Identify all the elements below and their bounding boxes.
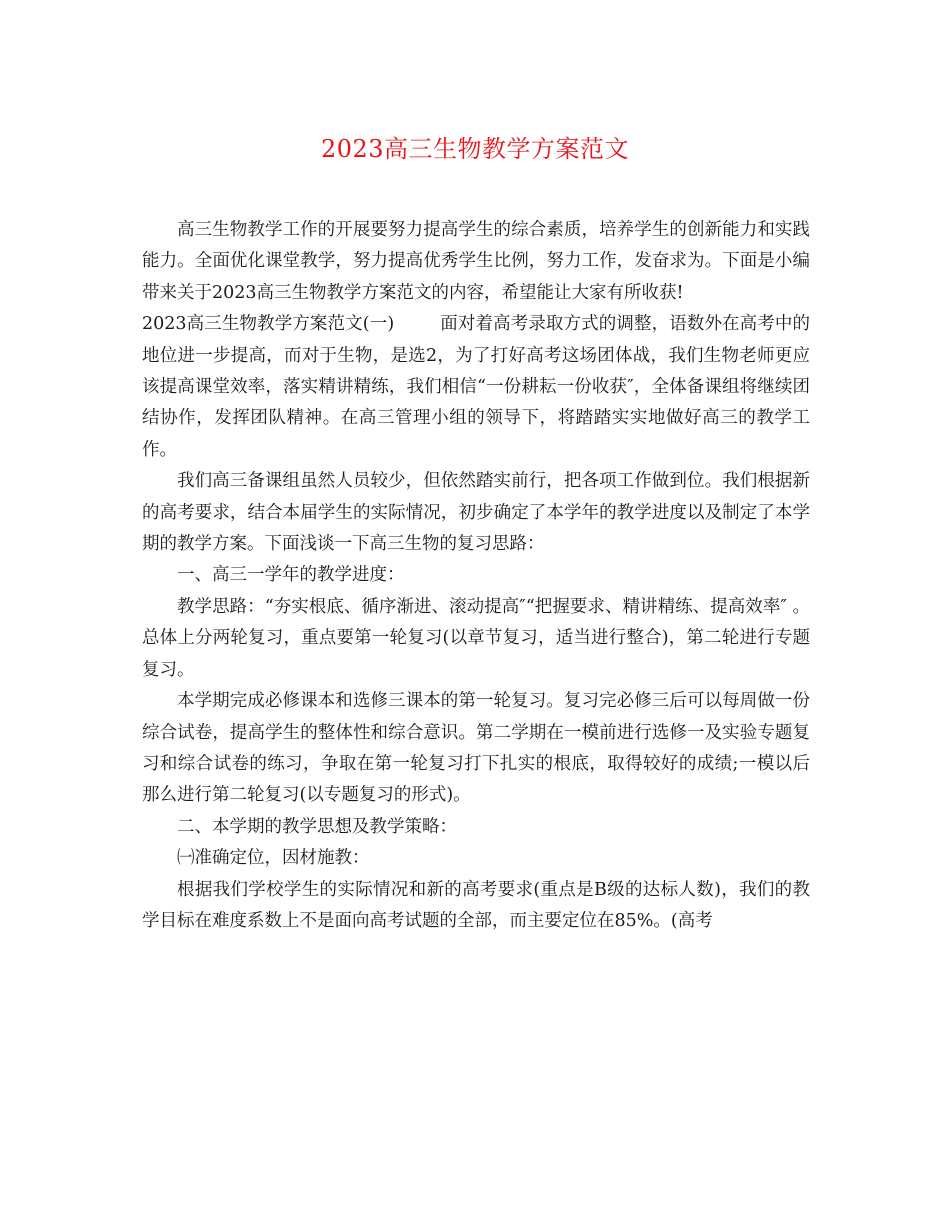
paragraph-7: ㈠准确定位，因材施教： (177, 848, 370, 869)
paragraph-8: 根据我们学校学生的实际情况和新的高考要求(重点是B级的达标人数)，我们的教学目标在难度系数上不是面向高考试题的全部，而主要定位在85%。(高考 (142, 879, 810, 931)
paragraph-5: 本学期完成必修课本和选修三课本的第一轮复习。复习完必修三后可以每周做一份综合试卷，提高学生的整体性和综合意识。第二学期在一模前进行选修一及实验专题复习和综合试卷的练习，争取在第一轮复习打下扎实的根底，取得较好的成绩;一模以后那么进行第二轮复习(以专题复习的形式)。 (142, 691, 810, 806)
intro-paragraph: 高三生物教学工作的开展要努力提高学生的综合素质，培养学生的创新能力和实践能力。全面优化课堂教学，努力提高优秀学生比例，努力工作，发奋求为。下面是小编带来关于2023高三生物教学方案范文的内容，希望能让大家有所收获! (142, 220, 810, 303)
paragraph-3: 一、高三一学年的教学进度： (177, 565, 405, 586)
paragraph-2: 我们高三备课组虽然人员较少，但依然踏实前行，把各项工作做到位。我们根据新的高考要求，结合本届学生的实际情况，初步确定了本学年的教学进度以及制定了本学期的教学方案。下面浅谈一下高三生物的复习思路： (142, 471, 810, 555)
section1-paragraph (142, 309, 810, 466)
paragraph-4: 教学思路：“夯实根底、循序渐进、滚动提高″“把握要求、精讲精练、提高效率″ 。总体上分两轮复习，重点要第一轮复习(以章节复习，适当进行整合)，第二轮进行专题复习。 (142, 596, 810, 680)
section1-heading: 2023高三生物教学方案范文(一) (142, 314, 395, 335)
paragraph-6: 二、本学期的教学思想及教学策略： (177, 816, 457, 837)
section1-text: 面对着高考录取方式的调整，语数外在高考中的地位进一步提高，而对于生物，是选2，为了打好高考这场团体战，我们生物老师更应该提高课堂效率，落实精讲精练，我们相信“一份耕耘一份收获″，全体备课组将继续团结协作，发挥团队精神。在高三管理小组的领导下，将踏踏实实地做好高三的教学工作。 (142, 314, 810, 460)
document-title: 2023高三生物教学方案范文 (320, 135, 630, 163)
document-body (142, 215, 810, 937)
